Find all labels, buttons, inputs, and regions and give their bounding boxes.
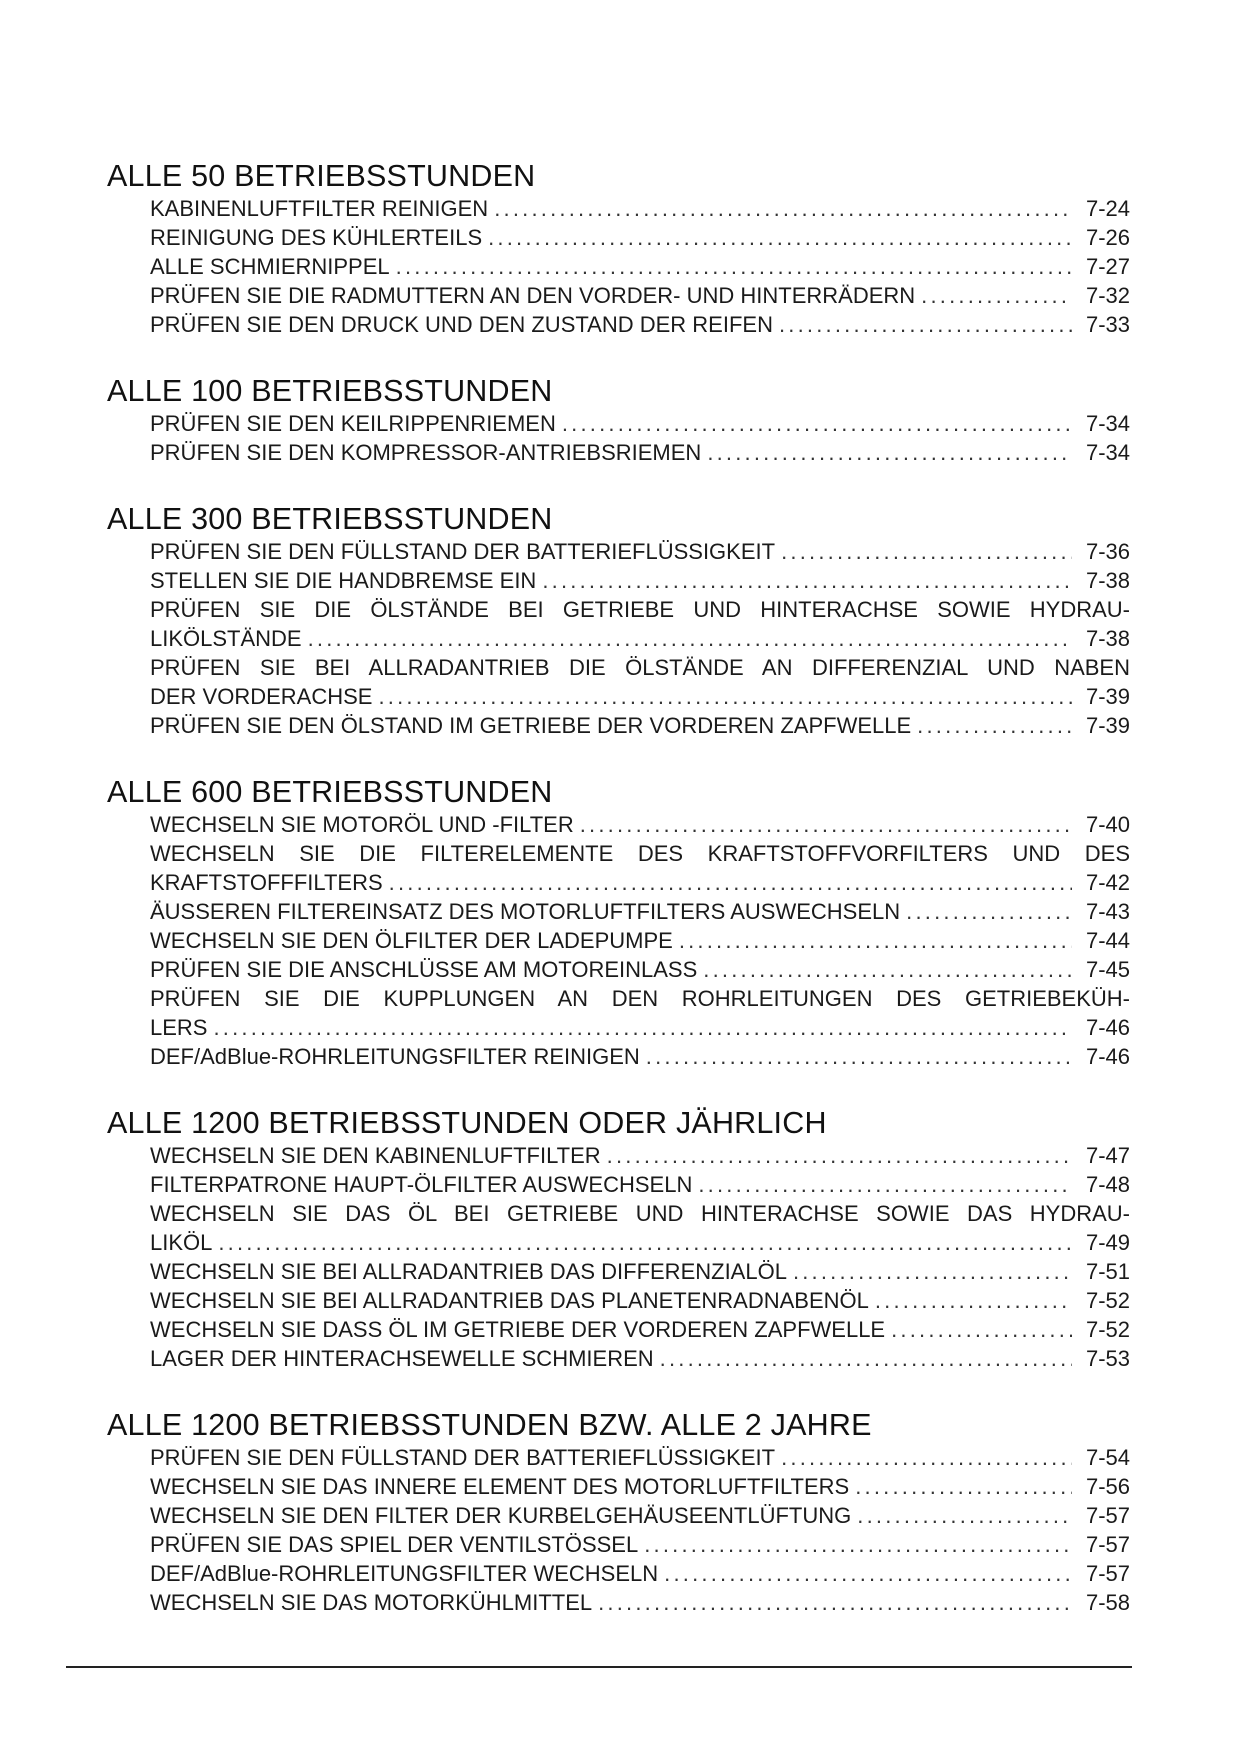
entry-label: PRÜFEN SIE DIE ANSCHLÜSSE AM MOTOREINLASS [150, 957, 698, 982]
page-number: 7-38 [1085, 568, 1130, 593]
page-number: 7-38 [1085, 626, 1130, 651]
page-number: 7-39 [1085, 684, 1130, 709]
entry-leader-line [150, 1344, 1130, 1373]
dot-leader [664, 1559, 1072, 1588]
entry-leader-line [150, 1315, 1130, 1344]
entry-label: WECHSELN SIE DEN ÖLFILTER DER LADEPUMPE [150, 928, 673, 953]
entry-text-line: PRÜFEN SIE BEI ALLRADANTRIEB DIE ÖLSTÄNDE AN DIFFERENZIAL UND NABEN [150, 655, 1130, 680]
entry-text-line: WECHSELN SIE DAS ÖL BEI GETRIEBE UND HINTERACHSE SOWIE DAS HYDRAU- [150, 1201, 1130, 1226]
toc-entry[interactable] [150, 1559, 1130, 1588]
toc-section [107, 373, 1130, 467]
toc-entry[interactable] [150, 1257, 1130, 1286]
entry-label: ALLE SCHMIERNIPPEL [150, 254, 390, 279]
entry-label: WECHSELN SIE BEI ALLRADANTRIEB DAS PLANETENRADNABENÖL [150, 1288, 869, 1313]
dot-leader [660, 1344, 1072, 1373]
page-number: 7-49 [1085, 1230, 1130, 1255]
entry-leader-line [150, 926, 1130, 955]
page-number: 7-43 [1085, 899, 1130, 924]
section-title: ALLE 1200 BETRIEBSSTUNDEN ODER JÄHRLICH [107, 1106, 827, 1140]
entry-text-line: PRÜFEN SIE DIE ÖLSTÄNDE BEI GETRIEBE UND HINTERACHSE SOWIE HYDRAU- [150, 597, 1130, 622]
dot-leader [396, 252, 1072, 281]
entry-label: REINIGUNG DES KÜHLERTEILS [150, 225, 483, 250]
entry-label: ÄUSSEREN FILTEREINSATZ DES MOTORLUFTFILTERS AUSWECHSELN [150, 899, 901, 924]
entry-label: PRÜFEN SIE DEN FÜLLSTAND DER BATTERIEFLÜSSIGKEIT [150, 1445, 776, 1470]
toc-section [107, 774, 1130, 1071]
entry-leader-line [150, 711, 1130, 740]
toc-entry[interactable] [150, 1530, 1130, 1559]
toc-entry[interactable] [150, 1588, 1130, 1617]
toc-entry[interactable] [150, 810, 1130, 839]
toc-entry[interactable] [150, 984, 1130, 1042]
page-number: 7-34 [1085, 440, 1130, 465]
page-number: 7-39 [1085, 713, 1130, 738]
page-number: 7-52 [1085, 1288, 1130, 1313]
entry-label: DEF/AdBlue-ROHRLEITUNGSFILTER WECHSELN [150, 1561, 659, 1586]
page-number: 7-32 [1085, 283, 1130, 308]
dot-leader [644, 1530, 1072, 1559]
entry-leader-line [150, 566, 1130, 595]
entry-label: PRÜFEN SIE DEN ÖLSTAND IM GETRIEBE DER VORDEREN ZAPFWELLE [150, 713, 912, 738]
dot-leader [707, 438, 1072, 467]
entry-label: PRÜFEN SIE DIE RADMUTTERN AN DEN VORDER- UND HINTERRÄDERN [150, 283, 916, 308]
page-number: 7-58 [1085, 1590, 1130, 1615]
entry-leader-line [150, 1141, 1130, 1170]
entry-label: PRÜFEN SIE DEN FÜLLSTAND DER BATTERIEFLÜSSIGKEIT [150, 539, 776, 564]
dot-leader [875, 1286, 1072, 1315]
dot-leader [793, 1257, 1072, 1286]
entry-leader-line [150, 1013, 1130, 1042]
entry-leader-line [150, 1472, 1130, 1501]
entry-list [150, 409, 1130, 467]
dot-leader [906, 897, 1072, 926]
page-number: 7-34 [1085, 411, 1130, 436]
toc-entry[interactable] [150, 1170, 1130, 1199]
entry-text-line: PRÜFEN SIE DIE KUPPLUNGEN AN DEN ROHRLEITUNGEN DES GETRIEBEKÜH- [150, 986, 1130, 1011]
page-number: 7-53 [1085, 1346, 1130, 1371]
entry-leader-line [150, 281, 1130, 310]
table-of-contents [107, 158, 1130, 1651]
toc-entry[interactable] [150, 566, 1130, 595]
dot-leader [855, 1472, 1072, 1501]
entry-label: WECHSELN SIE DEN FILTER DER KURBELGEHÄUSEENTLÜFTUNG [150, 1503, 852, 1528]
entry-leader-line [150, 868, 1130, 897]
entry-leader-line [150, 1530, 1130, 1559]
entry-leader-line [150, 194, 1130, 223]
entry-list [150, 1443, 1130, 1617]
toc-entry[interactable] [150, 537, 1130, 566]
entry-label: WECHSELN SIE MOTORÖL UND -FILTER [150, 812, 574, 837]
entry-label: DER VORDERACHSE [150, 684, 373, 709]
dot-leader [679, 926, 1072, 955]
page-number: 7-40 [1085, 812, 1130, 837]
dot-leader [779, 310, 1072, 339]
dot-leader [378, 682, 1072, 711]
page-number: 7-57 [1085, 1503, 1130, 1528]
toc-entry[interactable] [150, 1199, 1130, 1257]
dot-leader [389, 868, 1072, 897]
dot-leader [646, 1042, 1072, 1071]
toc-entry[interactable] [150, 1315, 1130, 1344]
entry-leader-line [150, 252, 1130, 281]
page-number: 7-45 [1085, 957, 1130, 982]
section-title: ALLE 50 BETRIEBSSTUNDEN [107, 159, 536, 193]
toc-entry[interactable] [150, 310, 1130, 339]
dot-leader [213, 1013, 1072, 1042]
toc-entry[interactable] [150, 653, 1130, 711]
toc-entry[interactable] [150, 955, 1130, 984]
toc-entry[interactable] [150, 1141, 1130, 1170]
entry-list [150, 1141, 1130, 1373]
toc-entry[interactable] [150, 438, 1130, 467]
entry-label: DEF/AdBlue-ROHRLEITUNGSFILTER REINIGEN [150, 1044, 640, 1069]
entry-label: WECHSELN SIE DASS ÖL IM GETRIEBE DER VORDEREN ZAPFWELLE [150, 1317, 886, 1342]
dot-leader [781, 1443, 1072, 1472]
page-number: 7-46 [1085, 1044, 1130, 1069]
dot-leader [488, 223, 1072, 252]
page-number: 7-33 [1085, 312, 1130, 337]
entry-leader-line [150, 624, 1130, 653]
toc-entry[interactable] [150, 223, 1130, 252]
entry-leader-line [150, 810, 1130, 839]
page-number: 7-26 [1085, 225, 1130, 250]
dot-leader [891, 1315, 1072, 1344]
entry-label: PRÜFEN SIE DEN KOMPRESSOR-ANTRIEBSRIEMEN [150, 440, 702, 465]
dot-leader [607, 1141, 1072, 1170]
toc-entry[interactable] [150, 194, 1130, 223]
entry-leader-line [150, 438, 1130, 467]
toc-section [107, 1407, 1130, 1617]
toc-entry[interactable] [150, 1443, 1130, 1472]
entry-label: PRÜFEN SIE DAS SPIEL DER VENTILSTÖSSEL [150, 1532, 639, 1557]
toc-entry[interactable] [150, 1344, 1130, 1373]
toc-section [107, 1105, 1130, 1373]
dot-leader [308, 624, 1072, 653]
dot-leader [218, 1228, 1072, 1257]
entry-label: LIKÖL [150, 1230, 213, 1255]
dot-leader [917, 711, 1072, 740]
dot-leader [562, 409, 1072, 438]
entry-label: LAGER DER HINTERACHSEWELLE SCHMIEREN [150, 1346, 654, 1371]
page-number: 7-24 [1085, 196, 1130, 221]
toc-entry[interactable] [150, 409, 1130, 438]
toc-entry[interactable] [150, 1501, 1130, 1530]
entry-leader-line [150, 223, 1130, 252]
entry-label: LERS [150, 1015, 208, 1040]
page-number: 7-57 [1085, 1532, 1130, 1557]
dot-leader [542, 566, 1072, 595]
entry-leader-line [150, 897, 1130, 926]
toc-section [107, 158, 1130, 339]
entry-list [150, 810, 1130, 1071]
toc-entry[interactable] [150, 711, 1130, 740]
section-title: ALLE 300 BETRIEBSSTUNDEN [107, 502, 553, 536]
entry-leader-line [150, 537, 1130, 566]
toc-entry[interactable] [150, 1042, 1130, 1071]
entry-leader-line [150, 682, 1130, 711]
entry-label: PRÜFEN SIE DEN KEILRIPPENRIEMEN [150, 411, 556, 436]
page-number: 7-57 [1085, 1561, 1130, 1586]
entry-leader-line [150, 1257, 1130, 1286]
toc-entry[interactable] [150, 281, 1130, 310]
dot-leader [698, 1170, 1072, 1199]
dot-leader [857, 1501, 1072, 1530]
entry-leader-line [150, 1170, 1130, 1199]
entry-label: LIKÖLSTÄNDE [150, 626, 302, 651]
dot-leader [921, 281, 1072, 310]
toc-entry[interactable] [150, 1472, 1130, 1501]
toc-entry[interactable] [150, 839, 1130, 897]
toc-entry[interactable] [150, 897, 1130, 926]
toc-section [107, 501, 1130, 740]
dot-leader [781, 537, 1072, 566]
entry-label: STELLEN SIE DIE HANDBREMSE EIN [150, 568, 537, 593]
dot-leader [703, 955, 1072, 984]
dot-leader [494, 194, 1072, 223]
entry-leader-line [150, 1501, 1130, 1530]
entry-text-line: WECHSELN SIE DIE FILTERELEMENTE DES KRAFTSTOFFVORFILTERS UND DES [150, 841, 1130, 866]
page-number: 7-52 [1085, 1317, 1130, 1342]
footer-divider [66, 1666, 1132, 1668]
section-title: ALLE 1200 BETRIEBSSTUNDEN BZW. ALLE 2 JAHRE [107, 1408, 872, 1442]
page-number: 7-44 [1085, 928, 1130, 953]
toc-entry[interactable] [150, 1286, 1130, 1315]
page-number: 7-54 [1085, 1445, 1130, 1470]
dot-leader [580, 810, 1072, 839]
page-number: 7-47 [1085, 1143, 1130, 1168]
page-number: 7-51 [1085, 1259, 1130, 1284]
entry-leader-line [150, 310, 1130, 339]
entry-list [150, 537, 1130, 740]
entry-label: WECHSELN SIE DEN KABINENLUFTFILTER [150, 1143, 601, 1168]
entry-leader-line [150, 1588, 1130, 1617]
entry-leader-line [150, 409, 1130, 438]
entry-leader-line [150, 955, 1130, 984]
entry-label: WECHSELN SIE BEI ALLRADANTRIEB DAS DIFFERENZIALÖL [150, 1259, 787, 1284]
entry-leader-line [150, 1286, 1130, 1315]
page-number: 7-42 [1085, 870, 1130, 895]
entry-list [150, 194, 1130, 339]
entry-label: WECHSELN SIE DAS MOTORKÜHLMITTEL [150, 1590, 593, 1615]
dot-leader [598, 1588, 1072, 1617]
page-number: 7-56 [1085, 1474, 1130, 1499]
entry-label: KRAFTSTOFFFILTERS [150, 870, 383, 895]
section-title: ALLE 600 BETRIEBSSTUNDEN [107, 775, 553, 809]
section-title: ALLE 100 BETRIEBSSTUNDEN [107, 374, 553, 408]
entry-leader-line [150, 1042, 1130, 1071]
toc-entry[interactable] [150, 926, 1130, 955]
page-number: 7-48 [1085, 1172, 1130, 1197]
page-number: 7-27 [1085, 254, 1130, 279]
page-number: 7-46 [1085, 1015, 1130, 1040]
entry-label: PRÜFEN SIE DEN DRUCK UND DEN ZUSTAND DER REIFEN [150, 312, 773, 337]
toc-entry[interactable] [150, 595, 1130, 653]
page-number: 7-36 [1085, 539, 1130, 564]
entry-label: FILTERPATRONE HAUPT-ÖLFILTER AUSWECHSELN [150, 1172, 693, 1197]
entry-label: KABINENLUFTFILTER REINIGEN [150, 196, 489, 221]
entry-leader-line [150, 1443, 1130, 1472]
entry-leader-line [150, 1228, 1130, 1257]
entry-label: WECHSELN SIE DAS INNERE ELEMENT DES MOTORLUFTFILTERS [150, 1474, 850, 1499]
entry-leader-line [150, 1559, 1130, 1588]
toc-entry[interactable] [150, 252, 1130, 281]
